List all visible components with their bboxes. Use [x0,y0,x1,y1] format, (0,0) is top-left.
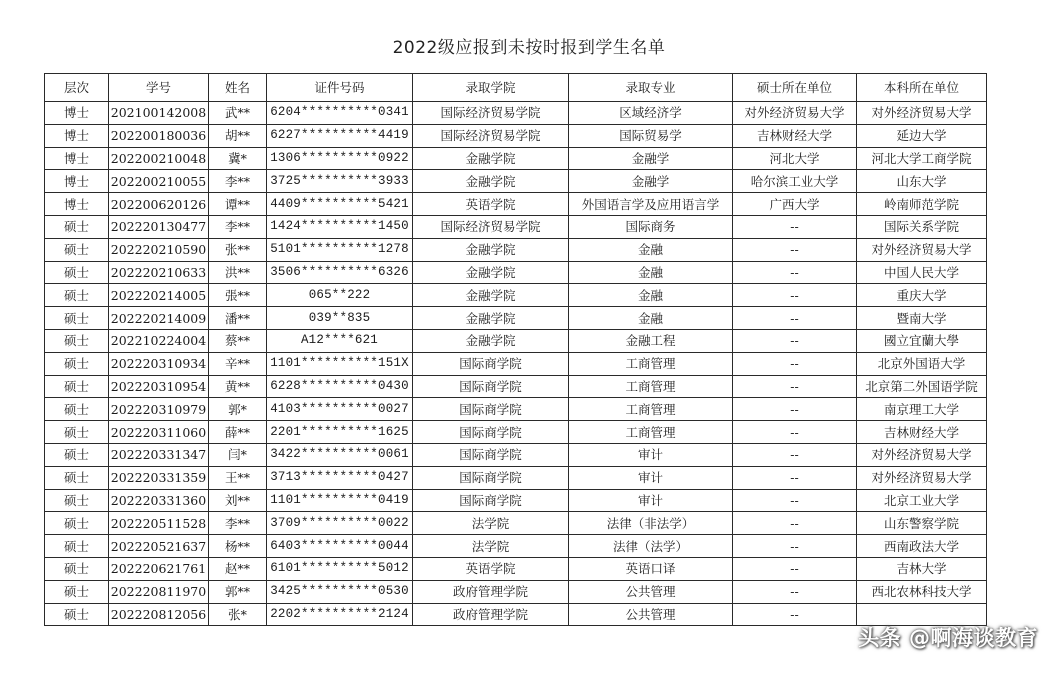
cell-student-id: 202220331359 [109,466,209,489]
cell-undergrad-unit: 國立宜蘭大學 [857,329,987,352]
cell-major: 国际商务 [569,215,733,238]
cell-name: 蔡** [209,329,267,352]
header-row [45,74,987,102]
cell-undergrad-unit: 北京第二外国语学院 [857,375,987,398]
cell-college: 金融学院 [413,147,569,170]
cell-student-id: 202220811970 [109,580,209,603]
cell-undergrad-unit: 南京理工大学 [857,398,987,421]
cell-college: 国际商学院 [413,352,569,375]
cell-level: 硕士 [45,329,109,352]
cell-master-unit: -- [733,489,857,512]
cell-master-unit: -- [733,238,857,261]
table-row [45,307,987,330]
cell-level: 硕士 [45,489,109,512]
cell-student-id: 202210224004 [109,329,209,352]
col-id-number-header: 证件号码 [267,74,413,102]
cell-major: 区域经济学 [569,102,733,125]
cell-master-unit: -- [733,329,857,352]
cell-name: 赵** [209,557,267,580]
cell-college: 国际经济贸易学院 [413,124,569,147]
table-row [45,603,987,626]
cell-master-unit: -- [733,580,857,603]
cell-id-number: A12****621 [267,329,413,352]
cell-college: 政府管理学院 [413,580,569,603]
cell-college: 政府管理学院 [413,603,569,626]
cell-master-unit: 对外经济贸易大学 [733,102,857,125]
cell-college: 国际经济贸易学院 [413,102,569,125]
cell-master-unit: -- [733,398,857,421]
cell-level: 硕士 [45,466,109,489]
table-row [45,352,987,375]
col-major-header: 录取专业 [569,74,733,102]
table-row [45,443,987,466]
cell-master-unit: -- [733,215,857,238]
cell-major: 公共管理 [569,580,733,603]
cell-name: 杨** [209,535,267,558]
cell-college: 国际商学院 [413,375,569,398]
page-title: 2022级应报到未按时报到学生名单 [392,38,666,58]
cell-master-unit: -- [733,557,857,580]
cell-major: 金融 [569,307,733,330]
cell-student-id: 202220331347 [109,443,209,466]
cell-id-number: 6403**********0044 [267,535,413,558]
cell-undergrad-unit: 对外经济贸易大学 [857,443,987,466]
cell-student-id: 202200210055 [109,170,209,193]
cell-student-id: 202220521637 [109,535,209,558]
cell-name: 郭** [209,580,267,603]
cell-major: 工商管理 [569,398,733,421]
cell-id-number: 3425**********0530 [267,580,413,603]
cell-level: 硕士 [45,352,109,375]
cell-student-id: 202220210590 [109,238,209,261]
cell-major: 审计 [569,466,733,489]
cell-undergrad-unit: 河北大学工商学院 [857,147,987,170]
cell-student-id: 202220214005 [109,284,209,307]
watermark: 头条 @啊海谈教育 [858,626,1038,650]
table-row [45,238,987,261]
cell-id-number: 3422**********0061 [267,443,413,466]
cell-student-id: 202200620126 [109,193,209,216]
cell-id-number: 6228**********0430 [267,375,413,398]
cell-id-number: 2201**********1625 [267,421,413,444]
cell-college: 国际商学院 [413,489,569,512]
cell-name: 郭* [209,398,267,421]
cell-student-id: 202220310934 [109,352,209,375]
cell-college: 金融学院 [413,284,569,307]
cell-master-unit: 哈尔滨工业大学 [733,170,857,193]
cell-undergrad-unit: 岭南师范学院 [857,193,987,216]
table-row [45,466,987,489]
cell-level: 硕士 [45,535,109,558]
col-name-header: 姓名 [209,74,267,102]
cell-major: 工商管理 [569,421,733,444]
cell-master-unit: 河北大学 [733,147,857,170]
cell-level: 硕士 [45,307,109,330]
table-row [45,102,987,125]
table-row [45,261,987,284]
cell-undergrad-unit: 对外经济贸易大学 [857,102,987,125]
cell-college: 国际商学院 [413,466,569,489]
cell-undergrad-unit: 山东大学 [857,170,987,193]
cell-name: 李** [209,215,267,238]
cell-id-number: 3506**********6326 [267,261,413,284]
table-row [45,398,987,421]
cell-level: 硕士 [45,580,109,603]
cell-id-number: 6101**********5012 [267,557,413,580]
cell-level: 硕士 [45,284,109,307]
cell-name: 谭** [209,193,267,216]
cell-major: 金融学 [569,170,733,193]
cell-undergrad-unit: 中国人民大学 [857,261,987,284]
cell-name: 辛** [209,352,267,375]
cell-level: 博士 [45,147,109,170]
cell-name: 刘** [209,489,267,512]
cell-name: 冀* [209,147,267,170]
table-row [45,147,987,170]
cell-undergrad-unit: 重庆大学 [857,284,987,307]
cell-id-number: 6204**********0341 [267,102,413,125]
cell-college: 法学院 [413,512,569,535]
cell-student-id: 202220130477 [109,215,209,238]
cell-major: 金融工程 [569,329,733,352]
cell-student-id: 202220210633 [109,261,209,284]
cell-undergrad-unit: 暨南大学 [857,307,987,330]
cell-undergrad-unit: 山东警察学院 [857,512,987,535]
cell-master-unit: -- [733,535,857,558]
cell-college: 英语学院 [413,193,569,216]
cell-name: 王** [209,466,267,489]
cell-name: 胡** [209,124,267,147]
cell-master-unit: -- [733,443,857,466]
cell-major: 金融 [569,261,733,284]
cell-master-unit: -- [733,352,857,375]
table-row [45,170,987,193]
cell-id-number: 3713**********0427 [267,466,413,489]
cell-id-number: 4409**********5421 [267,193,413,216]
cell-id-number: 2202**********2124 [267,603,413,626]
cell-master-unit: -- [733,421,857,444]
table-row [45,284,987,307]
cell-undergrad-unit: 对外经济贸易大学 [857,238,987,261]
cell-level: 硕士 [45,215,109,238]
cell-master-unit: 广西大学 [733,193,857,216]
cell-college: 金融学院 [413,170,569,193]
cell-college: 国际商学院 [413,398,569,421]
table-row [45,421,987,444]
cell-college: 英语学院 [413,557,569,580]
cell-level: 博士 [45,193,109,216]
cell-name: 闫* [209,443,267,466]
cell-undergrad-unit: 吉林财经大学 [857,421,987,444]
cell-student-id: 202200180036 [109,124,209,147]
table-row [45,580,987,603]
cell-major: 工商管理 [569,352,733,375]
cell-name: 洪** [209,261,267,284]
cell-id-number: 1306**********0922 [267,147,413,170]
cell-major: 法律（非法学） [569,512,733,535]
cell-major: 英语口译 [569,557,733,580]
cell-undergrad-unit: 吉林大学 [857,557,987,580]
cell-undergrad-unit: 国际关系学院 [857,215,987,238]
cell-student-id: 202220311060 [109,421,209,444]
cell-master-unit: -- [733,284,857,307]
cell-student-id: 202220812056 [109,603,209,626]
cell-id-number: 1101**********0419 [267,489,413,512]
table-row [45,512,987,535]
cell-major: 法律（法学） [569,535,733,558]
cell-student-id: 202220511528 [109,512,209,535]
cell-level: 硕士 [45,261,109,284]
cell-master-unit: -- [733,603,857,626]
cell-student-id: 202220331360 [109,489,209,512]
cell-name: 潘** [209,307,267,330]
cell-major: 审计 [569,489,733,512]
table-row [45,193,987,216]
cell-major: 审计 [569,443,733,466]
cell-name: 張** [209,284,267,307]
cell-level: 硕士 [45,443,109,466]
cell-master-unit: -- [733,512,857,535]
student-roster-table [44,73,987,626]
cell-id-number: 1101**********151X [267,352,413,375]
cell-undergrad-unit: 对外经济贸易大学 [857,466,987,489]
cell-major: 外国语言学及应用语言学 [569,193,733,216]
cell-level: 硕士 [45,375,109,398]
cell-name: 张* [209,603,267,626]
cell-major: 金融 [569,238,733,261]
cell-master-unit: -- [733,466,857,489]
table-row [45,124,987,147]
cell-id-number: 039**835 [267,307,413,330]
cell-college: 金融学院 [413,329,569,352]
cell-undergrad-unit: 北京工业大学 [857,489,987,512]
cell-major: 公共管理 [569,603,733,626]
cell-level: 硕士 [45,398,109,421]
cell-level: 硕士 [45,557,109,580]
cell-college: 金融学院 [413,238,569,261]
cell-level: 硕士 [45,512,109,535]
cell-student-id: 202220621761 [109,557,209,580]
cell-major: 工商管理 [569,375,733,398]
cell-major: 金融 [569,284,733,307]
cell-name: 张** [209,238,267,261]
table-row [45,489,987,512]
cell-level: 硕士 [45,603,109,626]
cell-name: 李** [209,512,267,535]
cell-id-number: 6227**********4419 [267,124,413,147]
cell-major: 国际贸易学 [569,124,733,147]
cell-college: 国际商学院 [413,421,569,444]
cell-name: 黄** [209,375,267,398]
cell-name: 薛** [209,421,267,444]
table-row [45,375,987,398]
cell-name: 李** [209,170,267,193]
cell-id-number: 4103**********0027 [267,398,413,421]
col-master-unit-header: 硕士所在单位 [733,74,857,102]
cell-id-number: 3725**********3933 [267,170,413,193]
cell-level: 硕士 [45,238,109,261]
roster-body [45,102,987,626]
cell-student-id: 202220214009 [109,307,209,330]
col-student-id-header: 学号 [109,74,209,102]
cell-undergrad-unit: 西北农林科技大学 [857,580,987,603]
cell-level: 博士 [45,124,109,147]
cell-major: 金融学 [569,147,733,170]
col-college-header: 录取学院 [413,74,569,102]
table-row [45,557,987,580]
cell-id-number: 065**222 [267,284,413,307]
cell-student-id: 202200210048 [109,147,209,170]
cell-id-number: 5101**********1278 [267,238,413,261]
cell-level: 硕士 [45,421,109,444]
cell-college: 法学院 [413,535,569,558]
cell-student-id: 202220310979 [109,398,209,421]
cell-master-unit: -- [733,375,857,398]
cell-master-unit: 吉林财经大学 [733,124,857,147]
table-row [45,535,987,558]
cell-name: 武** [209,102,267,125]
col-level-header: 层次 [45,74,109,102]
cell-undergrad-unit: 北京外国语大学 [857,352,987,375]
cell-id-number: 1424**********1450 [267,215,413,238]
cell-level: 博士 [45,170,109,193]
cell-undergrad-unit: 西南政法大学 [857,535,987,558]
cell-college: 金融学院 [413,307,569,330]
cell-master-unit: -- [733,307,857,330]
cell-undergrad-unit: 延边大学 [857,124,987,147]
col-undergrad-unit-header: 本科所在单位 [857,74,987,102]
table-row [45,329,987,352]
cell-college: 国际经济贸易学院 [413,215,569,238]
cell-college: 金融学院 [413,261,569,284]
cell-master-unit: -- [733,261,857,284]
cell-level: 博士 [45,102,109,125]
table-row [45,215,987,238]
cell-id-number: 3709**********0022 [267,512,413,535]
cell-student-id: 202100142008 [109,102,209,125]
cell-student-id: 202220310954 [109,375,209,398]
cell-college: 国际商学院 [413,443,569,466]
